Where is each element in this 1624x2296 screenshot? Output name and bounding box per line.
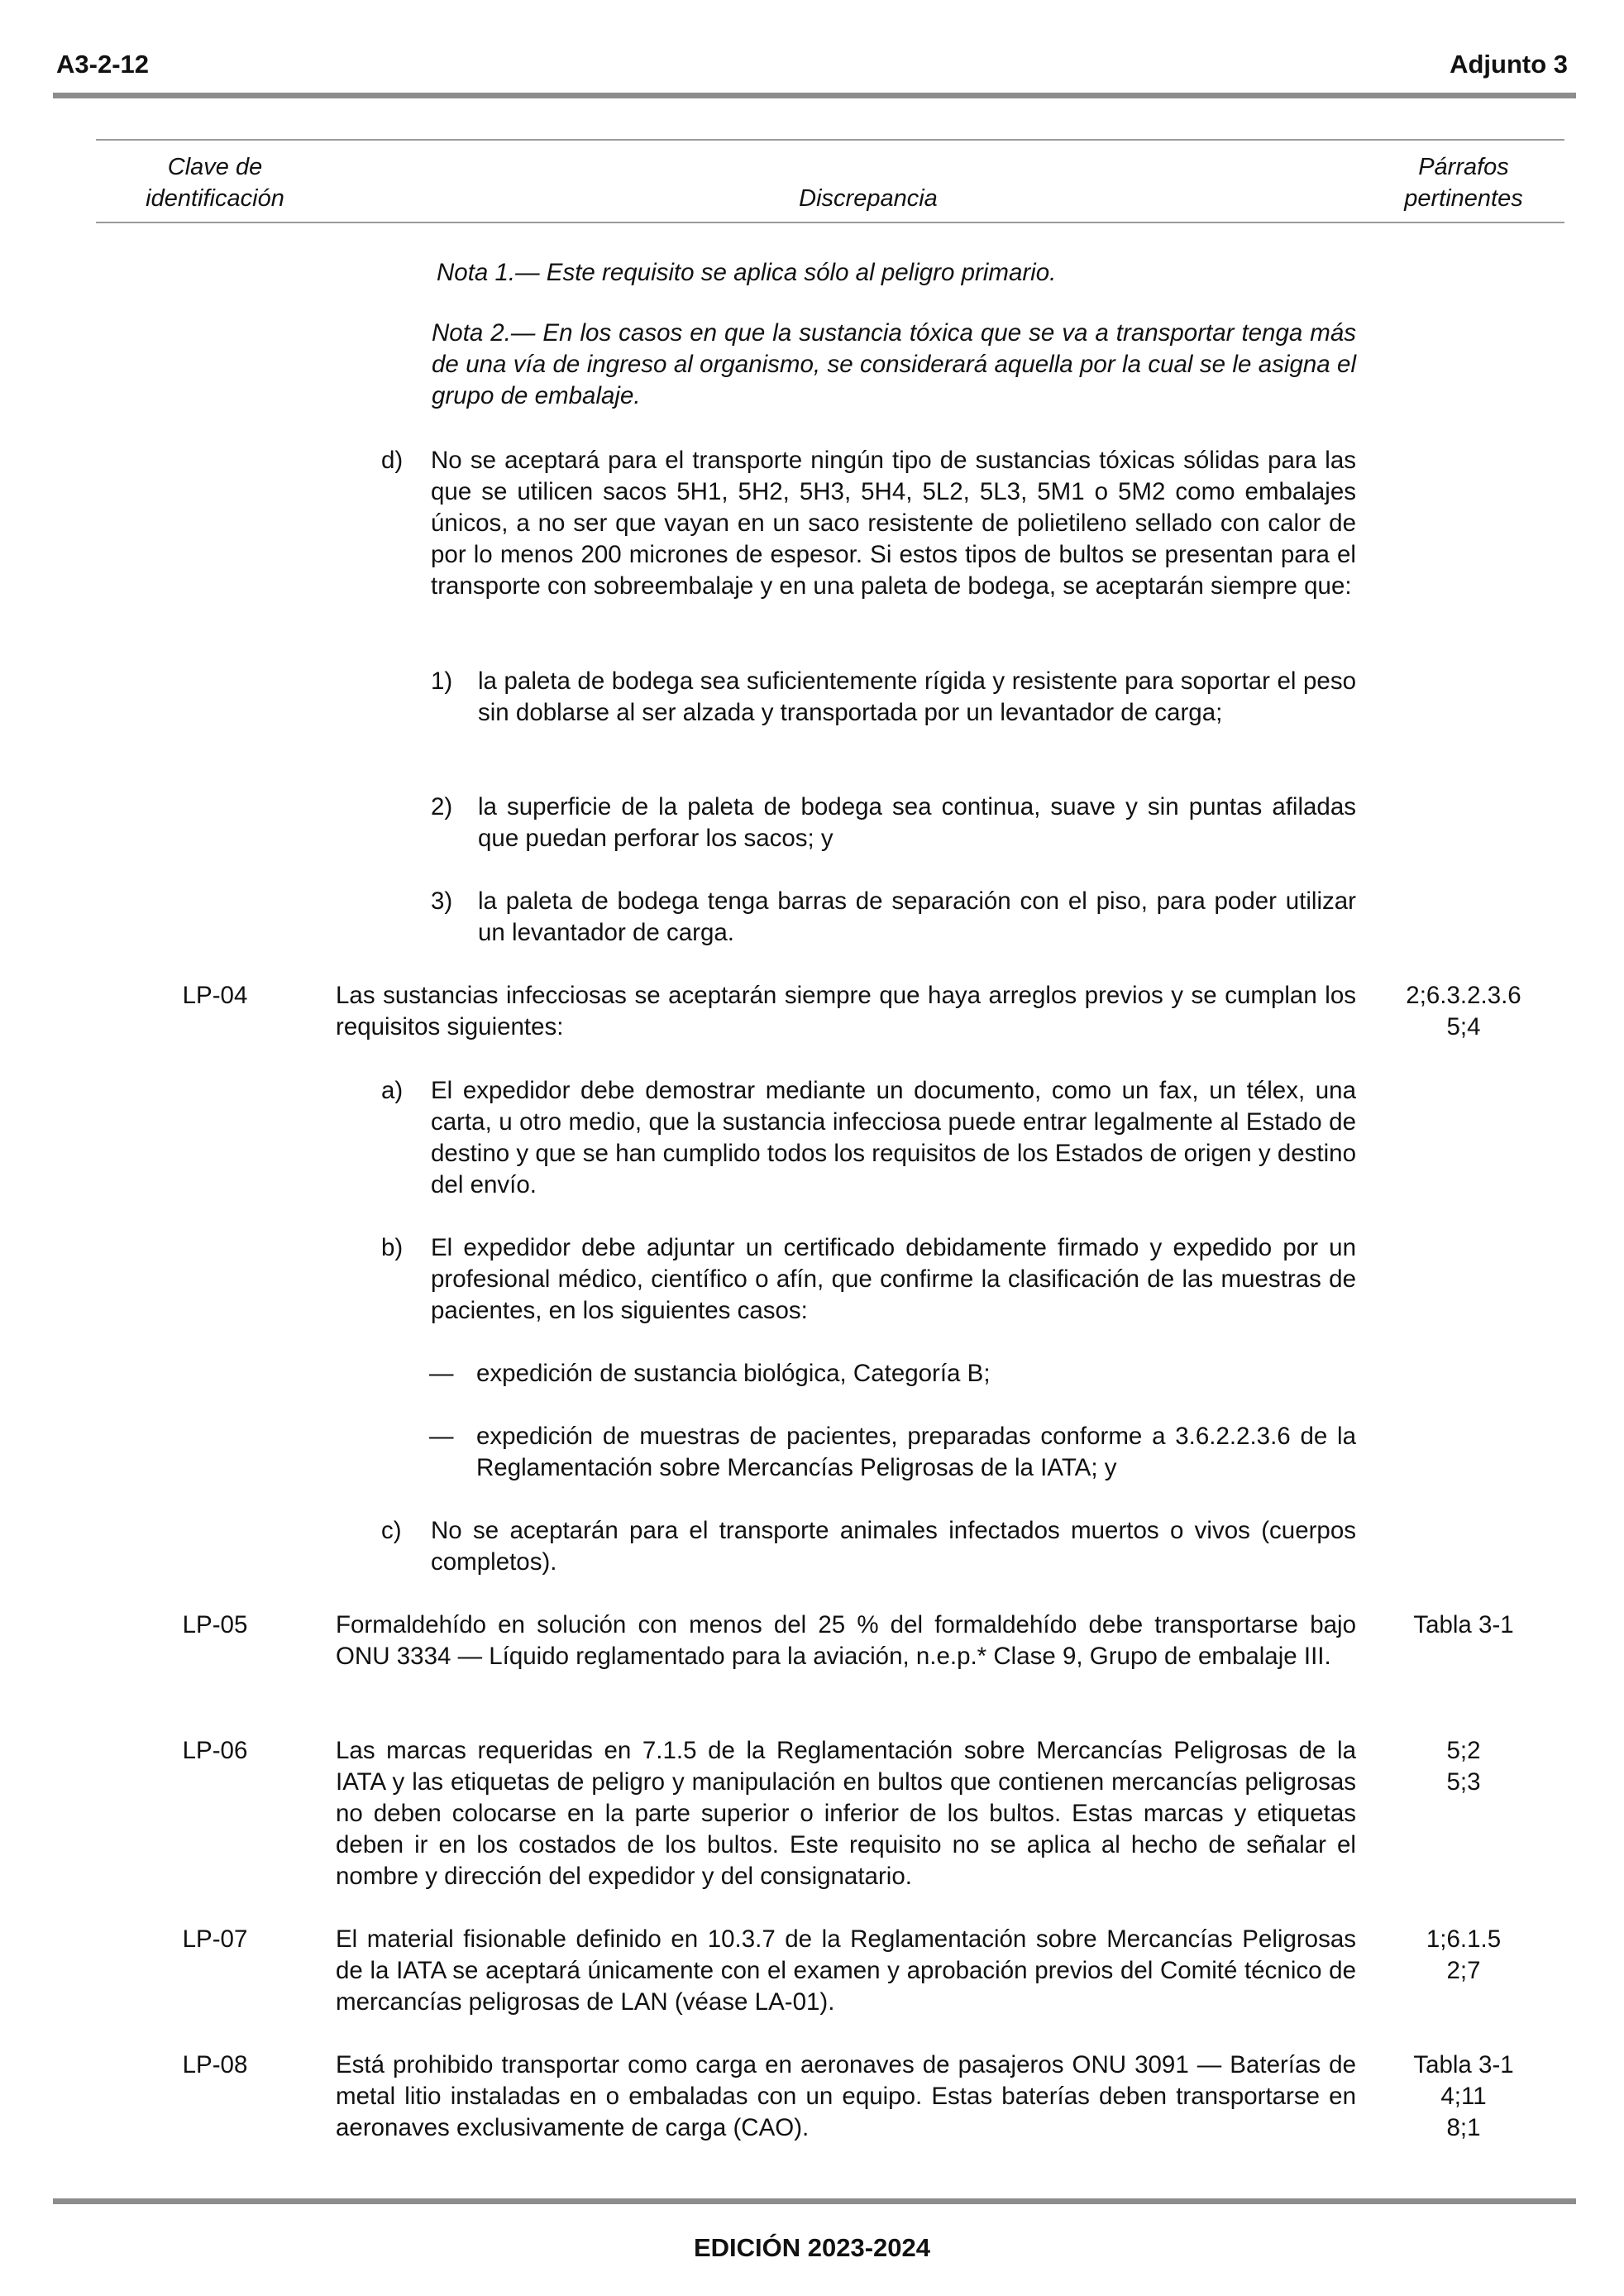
page-header-title: Adjunto 3 xyxy=(1450,50,1568,79)
ref-item: 5;4 xyxy=(1446,1013,1481,1040)
ref-item: 4;11 xyxy=(1440,2083,1487,2110)
column-header-refs-line1: Párrafos xyxy=(1418,154,1509,180)
refs-lp-07 xyxy=(1356,1924,1571,1987)
header-rule xyxy=(53,93,1576,98)
key-lp-08: LP-08 xyxy=(182,2051,248,2078)
subitem-2-text: la superficie de la paleta de bodega sea continua, suave y sin puntas afiladas que puedan perforar los sacos; y xyxy=(478,793,1356,852)
key-lp-07: LP-07 xyxy=(182,1925,248,1953)
column-header-key-line1: Clave de xyxy=(167,154,263,180)
subitem-1-label: 1) xyxy=(431,667,453,695)
ref-item: 2;7 xyxy=(1446,1957,1481,1984)
lp-08-text: Está prohibido transportar como carga en aeronaves de pasajeros ONU 3091 — Baterías de metal litio instaladas en o embaladas con un equipo. Estas baterías deben transportarse en aeronaves exclusivamente de carga (CAO). xyxy=(336,2051,1356,2141)
lp-04-dash-1-label: — xyxy=(429,1360,454,1387)
lp-04-a-label: a) xyxy=(381,1077,404,1104)
lp-04-text: Las sustancias infecciosas se aceptarán siempre que haya arreglos previos y se cumplan los requisitos siguientes: xyxy=(336,982,1356,1040)
ref-item: 5;2 xyxy=(1446,1737,1481,1764)
column-header-discrepancy: Discrepancia xyxy=(799,185,938,212)
ref-item: Tabla 3-1 xyxy=(1413,2051,1514,2078)
lp-06-text: Las marcas requeridas en 7.1.5 de la Reglamentación sobre Mercancías Peligrosas de la IATA y las etiquetas de peligro y manipulación en bultos que contienen mercancías peligrosas no deben colocarse en la parte superior o inferior de los bultos. Estas marcas y etiquetas deben ir en los costados de los bultos. Este requisito no se aplica al hecho de señalar el nombre y dirección del expedidor y del consignatario. xyxy=(336,1737,1356,1890)
item-d-text: No se aceptará para el transporte ningún tipo de sustancias tóxicas sólidas para las que se utilicen sacos 5H1, 5H2, 5H3, 5H4, 5L2, 5L3, 5M1 o 5M2 como embalajes únicos, a no ser que vayan en un saco resistente de polietileno sellado con calor de por lo menos 200 micrones de espesor. Si estos tipos de bultos se presentan para el transporte con sobreembalaje y en una paleta de bodega, se aceptarán siempre que: xyxy=(431,447,1356,600)
column-header-refs xyxy=(1364,151,1563,214)
lp-04-dash-2-label: — xyxy=(429,1423,454,1450)
refs-lp-05 xyxy=(1356,1610,1571,1641)
column-header-key-line2: identificación xyxy=(146,185,284,212)
note-1: Nota 1.— Este requisito se aplica sólo al peligro primario. xyxy=(437,259,1057,286)
lp-04-c-label: c) xyxy=(381,1517,402,1544)
table-top-rule xyxy=(96,139,1564,141)
footer-rule xyxy=(53,2198,1576,2204)
refs-lp-04 xyxy=(1356,980,1571,1043)
lp-04-c-text: No se aceptarán para el transporte animales infectados muertos o vivos (cuerpos completos). xyxy=(431,1517,1356,1576)
key-lp-05: LP-05 xyxy=(182,1611,248,1638)
page-code: A3-2-12 xyxy=(56,50,149,79)
refs-lp-06 xyxy=(1356,1735,1571,1798)
ref-item: 8;1 xyxy=(1446,2114,1481,2141)
key-lp-04: LP-04 xyxy=(182,982,248,1009)
lp-07-text: El material fisionable definido en 10.3.7 de la Reglamentación sobre Mercancías Peligrosas de la IATA se aceptará únicamente con el examen y aprobación previos del Comité técnico de mercancías peligrosas de LAN (véase LA-01). xyxy=(336,1925,1356,2016)
note-2: Nota 2.— En los casos en que la sustancia tóxica que se va a transportar tenga más de una vía de ingreso al organismo, se considerará aquella por la cual se le asigna el grupo de embalaje. xyxy=(432,319,1356,409)
item-d-label: d) xyxy=(381,447,404,474)
ref-item: 2;6.3.2.3.6 xyxy=(1406,982,1521,1009)
column-header-refs-line2: pertinentes xyxy=(1404,185,1523,212)
subitem-3-text: la paleta de bodega tenga barras de separación con el piso, para poder utilizar un levantador de carga. xyxy=(478,887,1356,946)
lp-04-b-label: b) xyxy=(381,1234,404,1261)
subitem-3-label: 3) xyxy=(431,887,453,915)
ref-item: 1;6.1.5 xyxy=(1426,1925,1502,1953)
column-header-key xyxy=(124,151,306,214)
lp-05-text: Formaldehído en solución con menos del 25 % del formaldehído debe transportarse bajo ONU 3334 — Líquido reglamentado para la aviación, n.e.p.* Clase 9, Grupo de embalaje III. xyxy=(336,1611,1356,1670)
table-header-rule xyxy=(96,222,1564,223)
ref-item: Tabla 3-1 xyxy=(1413,1611,1514,1638)
subitem-2-label: 2) xyxy=(431,793,453,820)
refs-lp-08 xyxy=(1356,2050,1571,2144)
lp-04-a-text: El expedidor debe demostrar mediante un documento, como un fax, un télex, una carta, u otro medio, que la sustancia infecciosa puede entrar legalmente al Estado de destino y que se han cumplido todos los requisitos de los Estados de origen y destino del envío. xyxy=(431,1077,1356,1198)
edition-footer: EDICIÓN 2023-2024 xyxy=(693,2233,931,2262)
ref-item: 5;3 xyxy=(1446,1768,1481,1796)
lp-04-dash-2-text: expedición de muestras de pacientes, preparadas conforme a 3.6.2.2.3.6 de la Reglamentación sobre Mercancías Peligrosas de la IATA; y xyxy=(476,1423,1356,1481)
subitem-1-text: la paleta de bodega sea suficientemente rígida y resistente para soportar el peso sin doblarse al ser alzada y transportada por un levantador de carga; xyxy=(478,667,1356,726)
lp-04-b-text: El expedidor debe adjuntar un certificado debidamente firmado y expedido por un profesional médico, científico o afín, que confirme la clasificación de las muestras de pacientes, en los siguientes casos: xyxy=(431,1234,1356,1324)
key-lp-06: LP-06 xyxy=(182,1737,248,1764)
lp-04-dash-1-text: expedición de sustancia biológica, Categoría B; xyxy=(476,1360,991,1387)
